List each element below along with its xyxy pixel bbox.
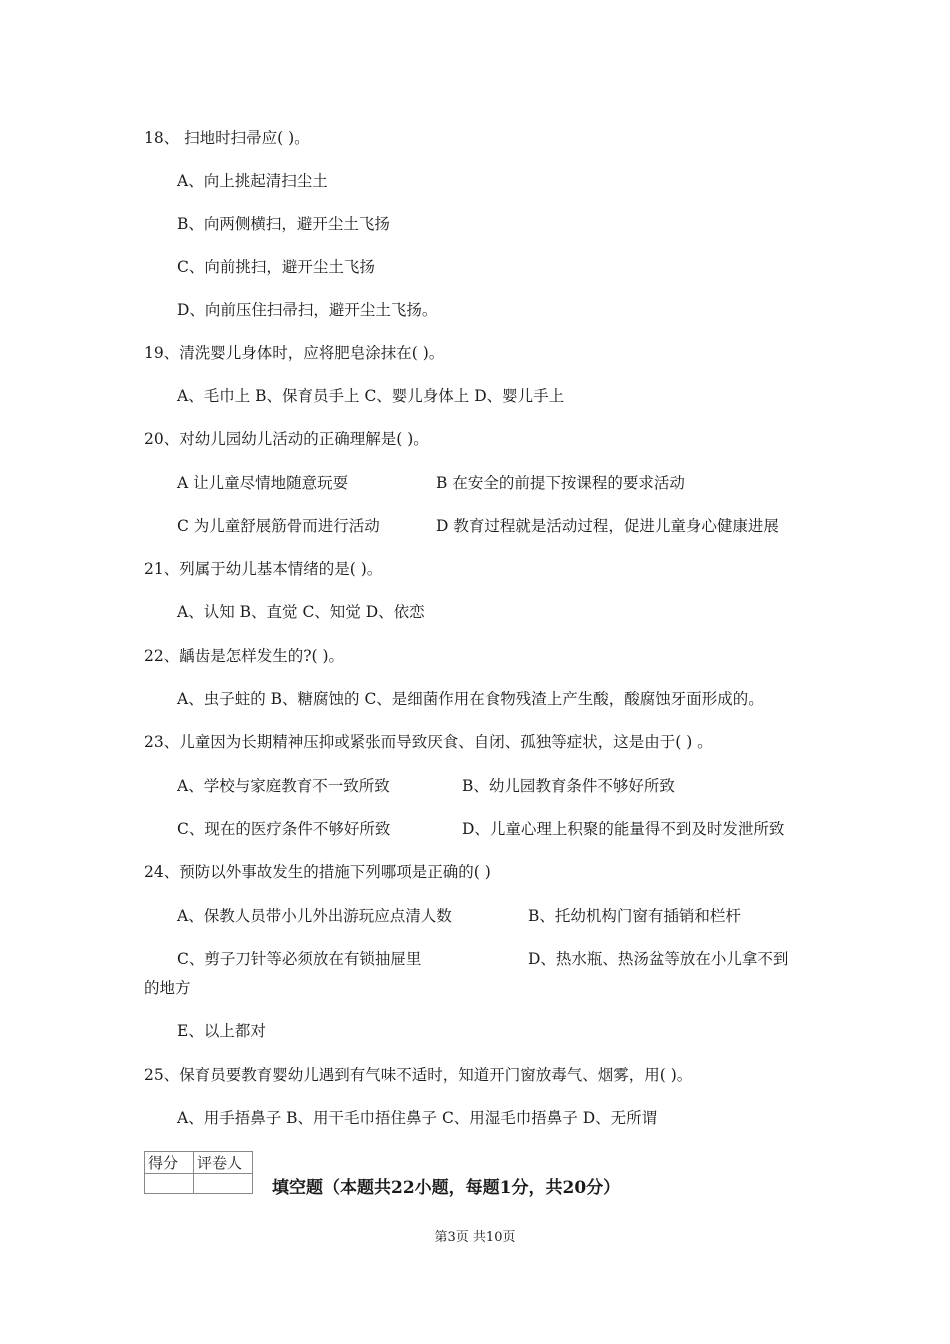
page-footer: 第3页 共10页 xyxy=(434,1230,516,1245)
section-title: 填空题（本题共22小题，每题1分，共20分） xyxy=(272,1178,621,1198)
grader-label: 评卷人 xyxy=(194,1152,253,1174)
question-22-stem: 22、龋齿是怎样发生的?( )。 xyxy=(144,647,345,665)
question-24-option-d-continued: 的地方 xyxy=(144,979,191,997)
question-18-option-c: C、向前挑扫，避开尘土飞扬 xyxy=(177,258,375,276)
question-23-option-d: D、儿童心理上积聚的能量得不到及时发泄所致 xyxy=(462,820,785,838)
question-19-stem: 19、清洗婴儿身体时，应将肥皂涂抹在( )。 xyxy=(144,344,445,362)
question-24-option-d: D、热水瓶、热汤盆等放在小儿拿不到 xyxy=(528,950,789,968)
question-25-stem: 25、保育员要教育婴幼儿遇到有气味不适时，知道开门窗放毒气、烟雾，用( )。 xyxy=(144,1066,693,1084)
question-20-option-d: D 教育过程就是活动过程，促进儿童身心健康进展 xyxy=(436,517,779,535)
score-label: 得分 xyxy=(145,1152,194,1174)
question-20-option-a: A 让儿童尽情地随意玩耍 xyxy=(177,474,349,492)
question-23-option-c: C、现在的医疗条件不够好所致 xyxy=(177,820,391,838)
question-20-option-c: C 为儿童舒展筋骨而进行活动 xyxy=(177,517,380,535)
question-18-stem: 18、 扫地时扫帚应( )。 xyxy=(144,129,310,147)
question-18-option-b: B、向两侧横扫，避开尘土飞扬 xyxy=(177,215,390,233)
question-23-option-a: A、学校与家庭教育不一致所致 xyxy=(177,777,390,795)
question-19-options: A、毛巾上 B、保育员手上 C、婴儿身体上 D、婴儿手上 xyxy=(177,387,565,405)
question-22-options: A、虫子蛀的 B、糖腐蚀的 C、是细菌作用在食物残渣上产生酸，酸腐蚀牙面形成的。 xyxy=(177,690,764,708)
question-24-stem: 24、预防以外事故发生的措施下列哪项是正确的( ) xyxy=(144,863,491,881)
question-24-option-a: A、保教人员带小儿外出游玩应点清人数 xyxy=(177,907,452,925)
score-table xyxy=(144,1151,253,1194)
question-21-stem: 21、列属于幼儿基本情绪的是( )。 xyxy=(144,560,383,578)
question-18-option-a: A、向上挑起清扫尘土 xyxy=(177,172,328,190)
grader-cell xyxy=(194,1174,253,1194)
question-24-option-e: E、以上都对 xyxy=(177,1022,266,1040)
question-25-options: A、用手捂鼻子 B、用干毛巾捂住鼻子 C、用湿毛巾捂鼻子 D、无所谓 xyxy=(177,1109,658,1127)
question-24-option-b: B、托幼机构门窗有插销和栏杆 xyxy=(528,907,741,925)
question-24-option-c: C、剪子刀针等必须放在有锁抽屉里 xyxy=(177,950,422,968)
question-18-option-d: D、向前压住扫帚扫，避开尘土飞扬。 xyxy=(177,301,438,319)
question-20-stem: 20、对幼儿园幼儿活动的正确理解是( )。 xyxy=(144,430,429,448)
question-21-options: A、认知 B、直觉 C、知觉 D、依恋 xyxy=(177,603,425,621)
question-20-option-b: B 在安全的前提下按课程的要求活动 xyxy=(436,474,685,492)
score-cell xyxy=(145,1174,194,1194)
question-23-option-b: B、幼儿园教育条件不够好所致 xyxy=(462,777,675,795)
question-23-stem: 23、儿童因为长期精神压抑或紧张而导致厌食、自闭、孤独等症状，这是由于( ) 。 xyxy=(144,733,713,751)
